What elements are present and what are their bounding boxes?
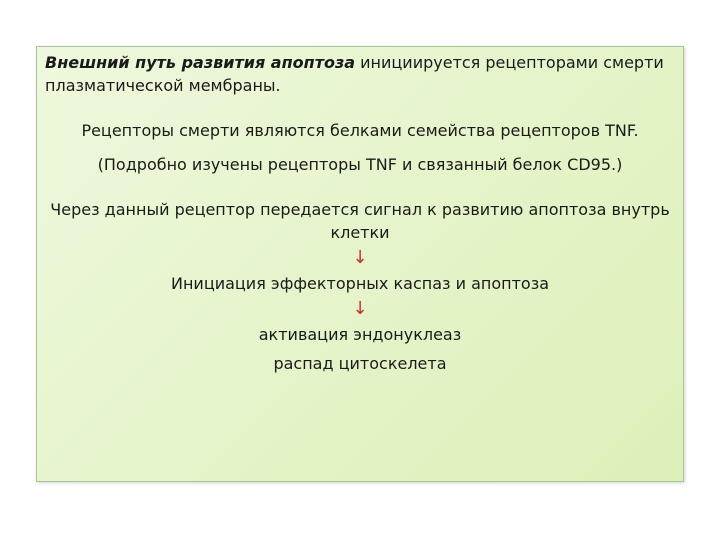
down-arrow-icon: ↓ [352,298,368,319]
signal-line-continued: клетки [330,223,390,242]
intro-emphasis: Внешний путь развития апоптоза [45,53,356,72]
step-effector-caspases: Инициация эффекторных каспаз и апоптоза [170,274,550,293]
intro-rest: инициируется рецепторами смерти плазматической мембраны. [45,53,664,95]
step-cytoskeleton-breakdown: распад цитоскелета [273,354,447,373]
signal-line: Через данный рецептор передается сигнал к развитию апоптоза внутрь [50,200,670,219]
receptors-line: Рецепторы смерти являются белками семейства рецепторов TNF. [81,121,639,140]
down-arrow-icon: ↓ [352,247,368,268]
intro-paragraph [45,51,675,97]
content-box [36,46,684,482]
step-endonuclease-activation: активация эндонуклеаз [258,325,462,344]
receptors-detail: (Подробно изучены рецепторы TNF и связанный белок CD95.) [97,155,623,174]
